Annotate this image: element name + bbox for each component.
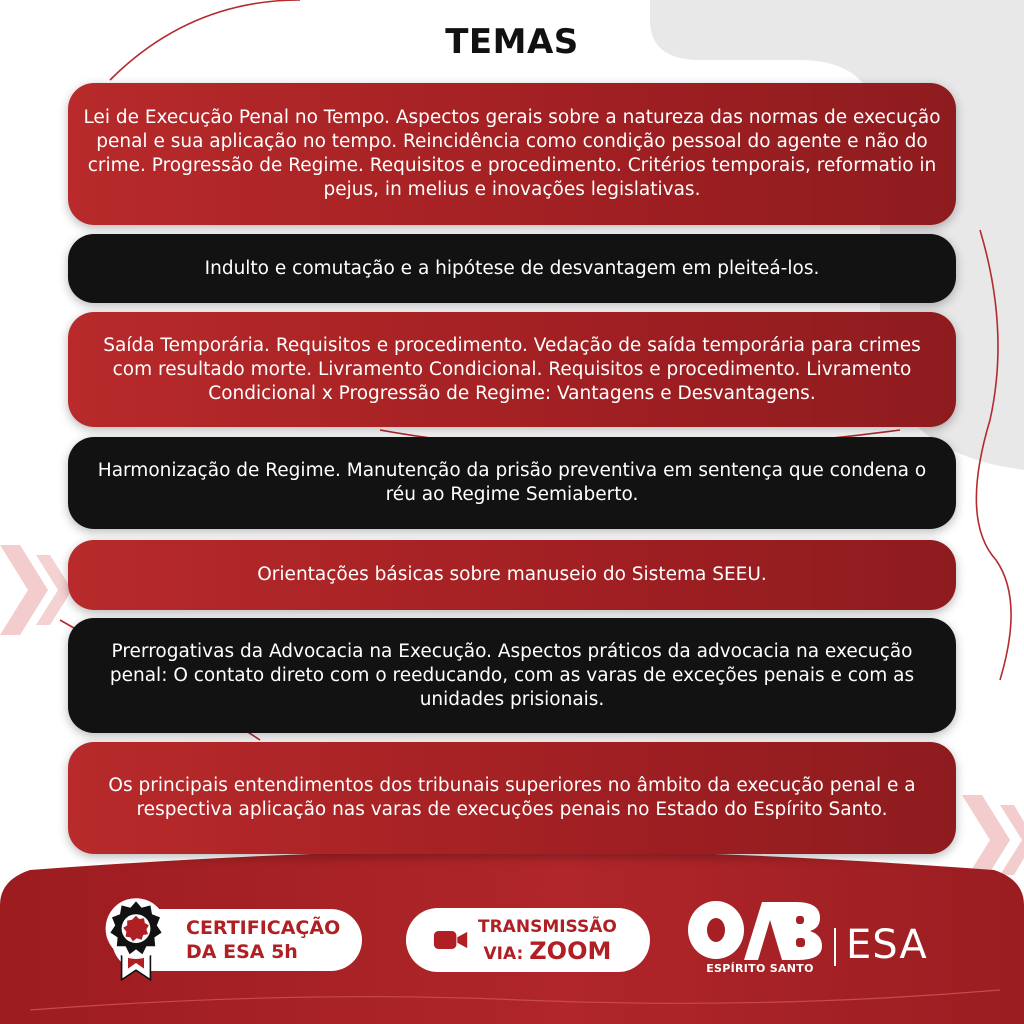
topic-box xyxy=(68,312,956,427)
award-badge-icon xyxy=(104,893,168,985)
topic-box xyxy=(68,742,956,854)
topic-text: Prerrogativas da Advocacia na Execução. Aspectos práticos da advocacia na execução penal: O contato direto com o reeducando, com as varas de exceções penais e com as unidades prisionais. xyxy=(109,640,915,710)
topic-text: Lei de Execução Penal no Tempo. Aspectos gerais sobre a natureza das normas de execução penal e sua aplicação no tempo. Reincidência como condição pessoal do agente e não do crime. Progressão de Regime. Requisitos e procedimento. Critérios temporais, reformatio in pejus, in melius e inovações legislativas. xyxy=(83,107,941,200)
logo-divider xyxy=(834,928,836,966)
topic-text: Os principais entendimentos dos tribunais superiores no âmbito da execução penal e a respectiva aplicação nas varas de execuções penais no Estado do Espírito Santo. xyxy=(108,775,916,820)
oab-logo-subtitle: ESPÍRITO SANTO xyxy=(706,962,814,975)
esa-logo-text: ESA xyxy=(846,922,928,968)
topic-text: Indulto e comutação e a hipótese de desvantagem em pleiteá-los. xyxy=(204,257,820,279)
topic-box xyxy=(68,540,956,610)
topic-box xyxy=(68,618,956,733)
topic-text: Harmonização de Regime. Manutenção da prisão preventiva em sentença que condena o réu ao Regime Semiaberto. xyxy=(97,460,927,505)
oab-logo xyxy=(686,898,822,962)
page-title: TEMAS xyxy=(445,22,579,62)
video-camera-icon xyxy=(433,928,469,952)
topic-text: Orientações básicas sobre manuseio do Sistema SEEU. xyxy=(257,564,767,585)
topic-text: Saída Temporária. Requisitos e procedimento. Vedação de saída temporária para crimes com resultado morte. Livramento Condicional. Requisitos e procedimento. Livramento Condicional x Progressão de Regime: Vantagens e Desvantagens. xyxy=(103,334,921,404)
topic-box xyxy=(68,83,956,225)
topic-box xyxy=(68,234,956,303)
transmission-via: VIA: xyxy=(483,943,524,964)
transmission-zoom: ZOOM xyxy=(529,936,612,965)
certification-line2: DA ESA 5h xyxy=(186,941,298,963)
topic-box xyxy=(68,437,956,529)
certification-line1: CERTIFICAÇÃO xyxy=(186,917,341,939)
transmission-line1: TRANSMISSÃO xyxy=(478,916,617,937)
